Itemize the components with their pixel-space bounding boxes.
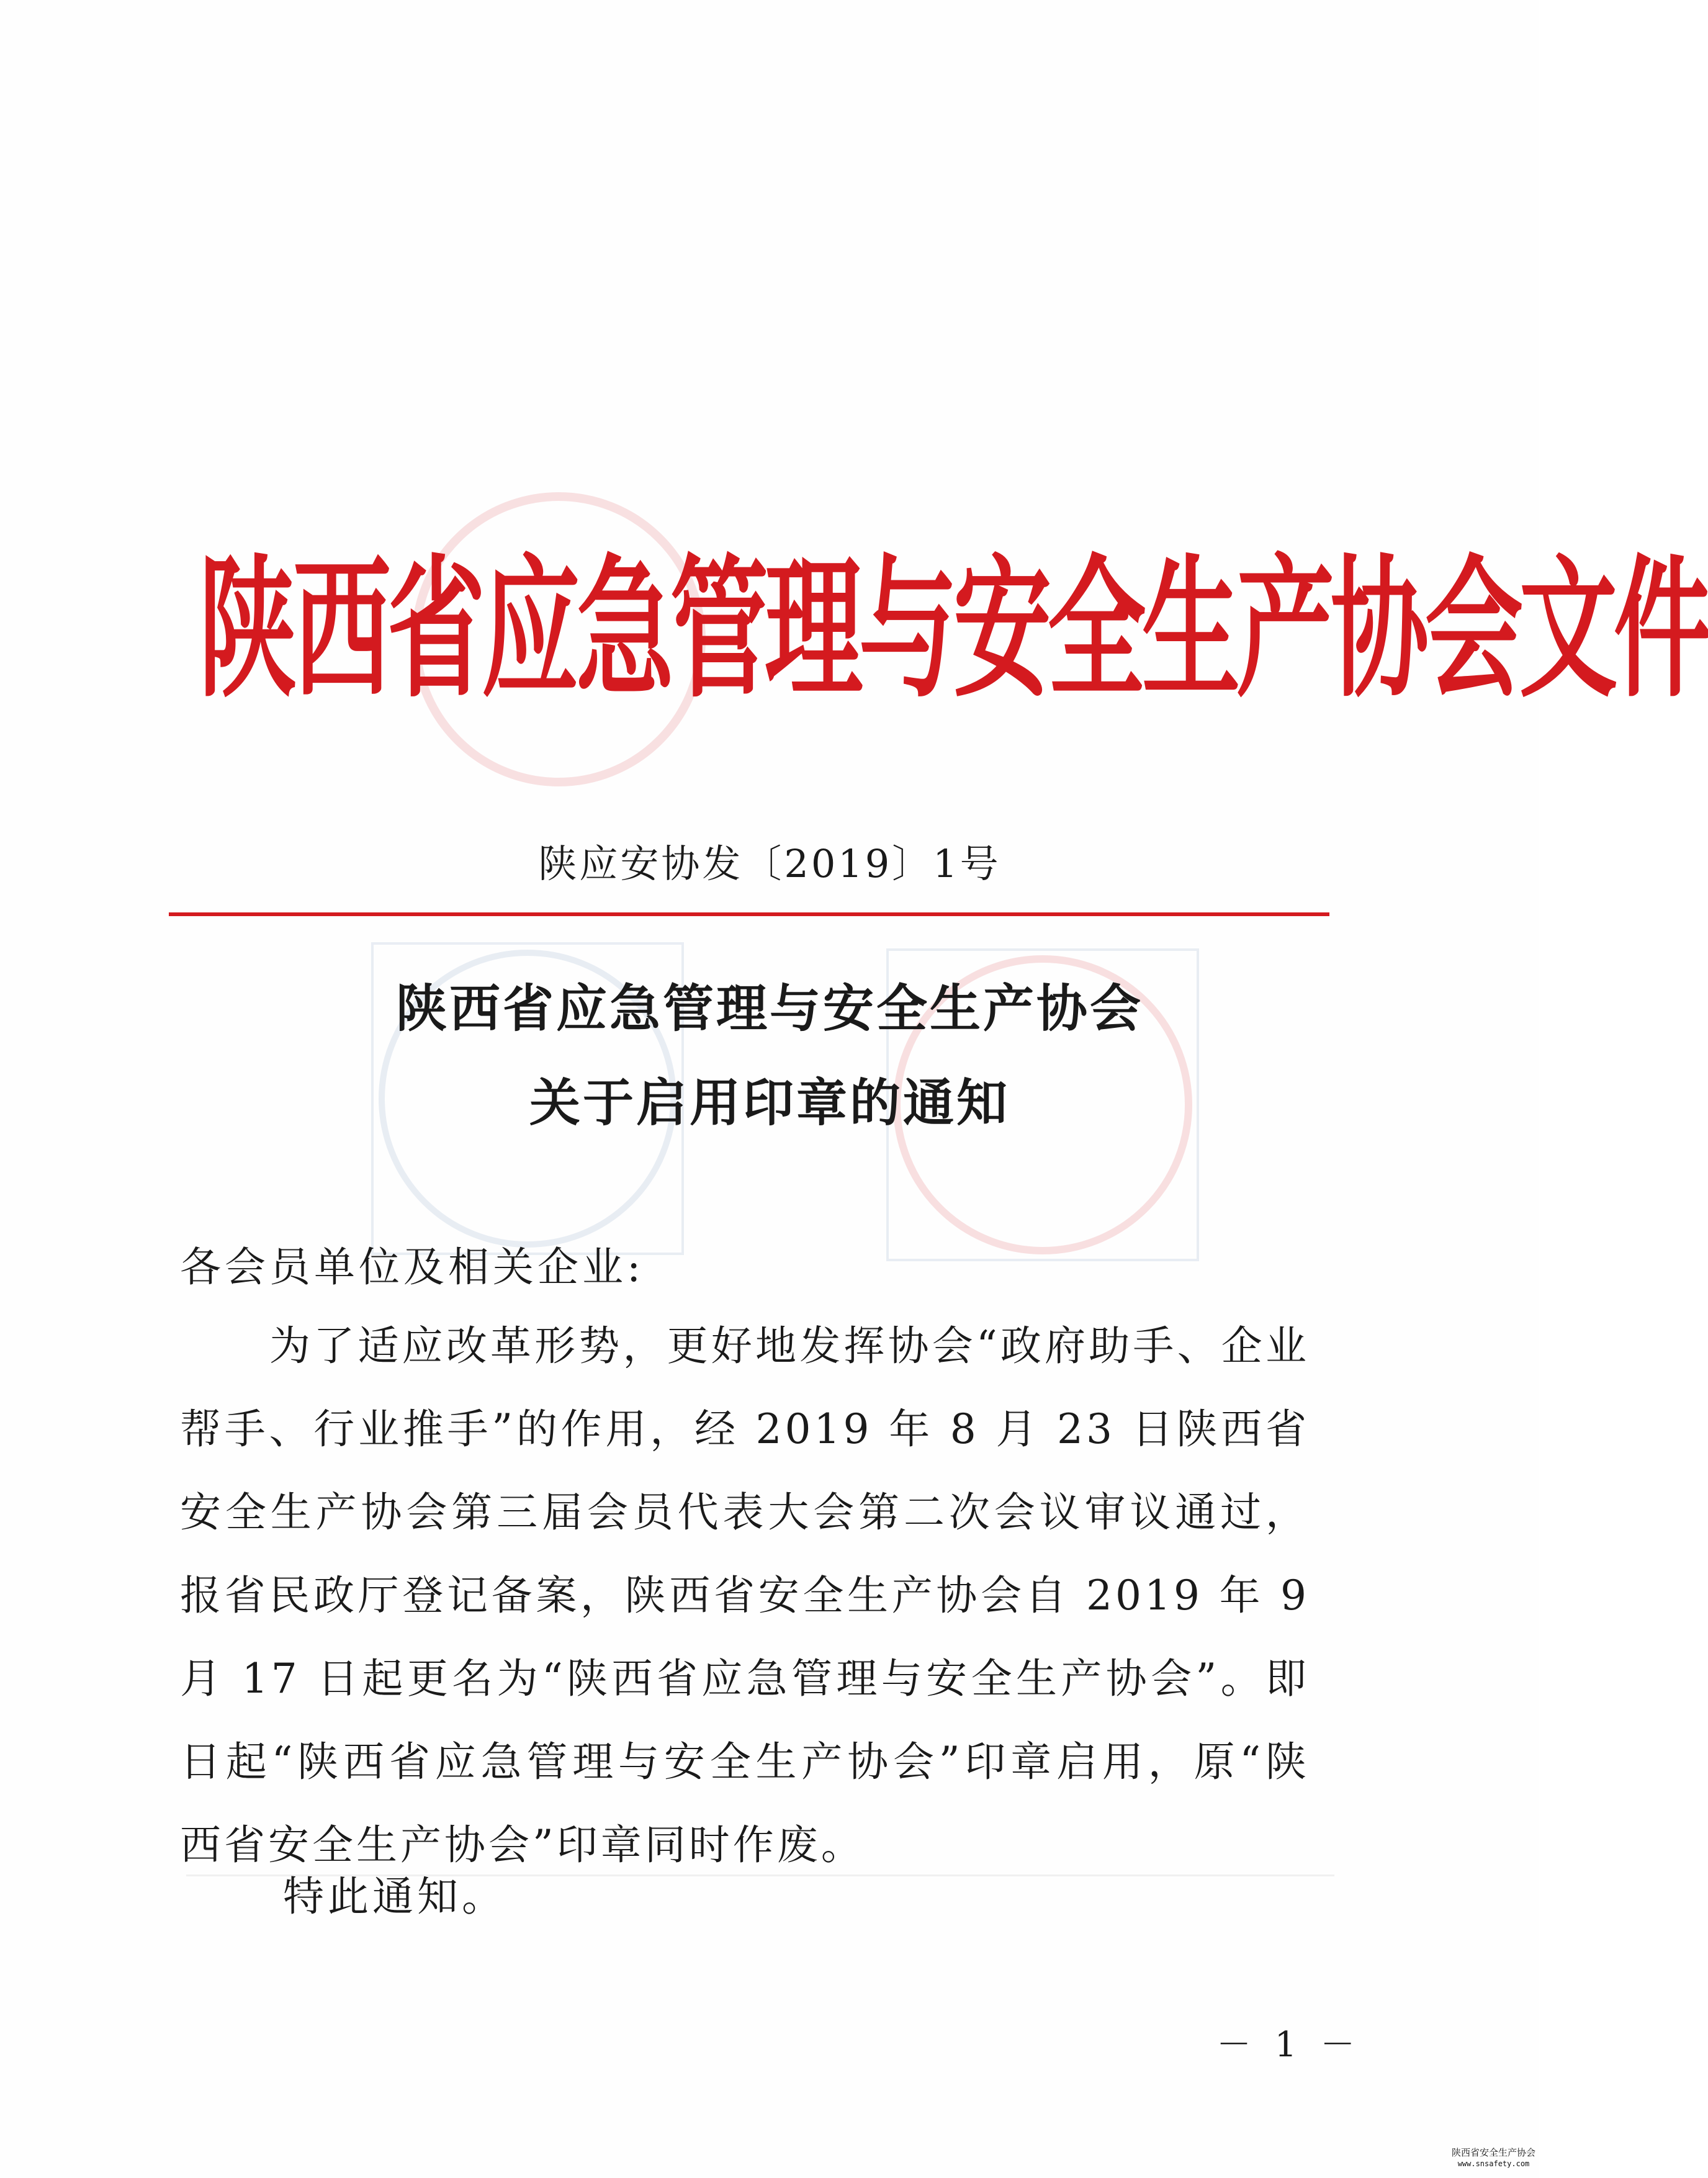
masthead-title: 陕西省应急管理与安全生产协会文件 <box>199 541 1708 719</box>
corner-watermark <box>1452 2147 1535 2169</box>
page-number: － 1 － <box>1216 2025 1362 2065</box>
salutation: 各会员单位及相关企业: <box>180 1243 645 1291</box>
closing-line: 特此通知。 <box>283 1873 506 1920</box>
document-number: 陕应安协发〔2019〕1号 <box>538 841 1001 886</box>
watermark-url: www.snsafety.com <box>1457 2159 1530 2168</box>
watermark-name: 陕西省安全生产协会 <box>1451 2147 1535 2158</box>
notice-title-line-2: 关于启用印章的通知 <box>529 1073 1010 1133</box>
red-separator-line <box>169 912 1329 916</box>
body-paragraph: 为了适应改革形势，更好地发挥协会“政府助手、企业帮手、行业推手”的作用，经 2019 年 8 月 23 日陕西省安全生产协会第三届会员代表大会第二次会议审议通过，报省民政厅登记备案，陕西省安全生产协会自 2019 年 9 月 17 日起更名为“陕西省应急管理与安全生产协会”。即日起“陕西省应急管理与安全生产协会”印章启用，原“陕西省安全生产协会”印章同时作废。 <box>180 1322 1310 1869</box>
notice-title-line-1: 陕西省应急管理与安全生产协会 <box>395 979 1143 1038</box>
